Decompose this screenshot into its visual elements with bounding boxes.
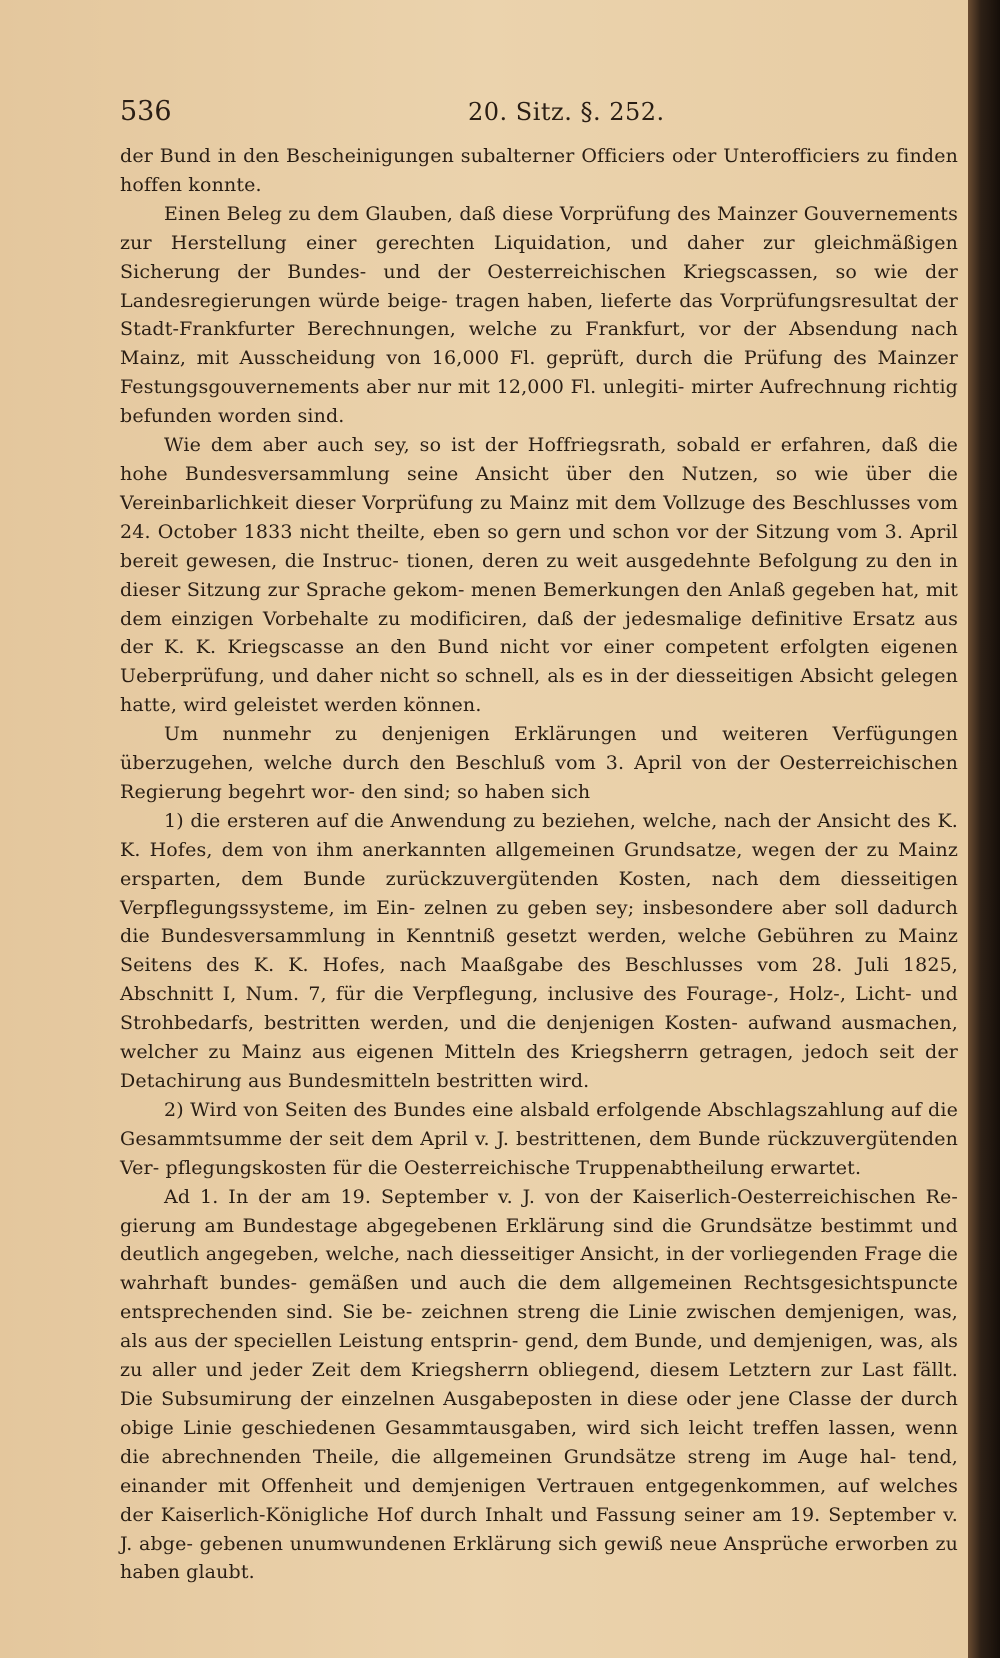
paragraph-6: 2) Wird von Seiten des Bundes eine alsbald erfolgende Abschlagszahlung auf die Gesammtsumme der seit dem April v. J. bestrittenen, dem Bunde rückzuvergütenden Ver- pflegungskosten für die Oesterreichische Truppenabtheilung erwartet. xyxy=(120,1098,958,1179)
paragraph-2: Einen Beleg zu dem Glauben, daß diese Vorprüfung des Mainzer Gouvernements zur Herstellung einer gerechten Liquidation, und daher zur gleichmäßigen Sicherung der Bundes- und der Oesterreichischen Kriegscassen, so wie der Landesregierungen würde beige- tragen haben, lieferte das Vorprüfungsresultat der Stadt-Frankfurter Berechnungen, welche zu Frankfurt, vor der Absendung nach Mainz, mit Ausscheidung von 16,000 Fl. geprüft, durch die Prüfung des Mainzer Festungsgouvernements aber nur mit 12,000 Fl. unlegiti- mirter Aufrechnung richtig befunden worden sind. xyxy=(120,202,958,428)
paragraph-3: Wie dem aber auch sey, so ist der Hoffriegsrath, sobald er erfahren, daß die hohe Bundesversammlung seine Ansicht über den Nutzen, so wie über die Vereinbarlichkeit dieser Vorprüfung zu Mainz mit dem Vollzuge des Beschlusses vom 24. October 1833 nicht theilte, eben so gern und schon vor der Sitzung vom 3. April bereit gewesen, die Instruc- tionen, deren zu weit ausgedehnte Befolgung zu den in dieser Sitzung zur Sprache gekom- menen Bemerkungen den Anlaß gegeben hat, mit dem einzigen Vorbehalte zu modificiren, daß der jedesmalige definitive Ersatz aus der K. K. Kriegscasse an den Bund nicht vor einer competent erfolgten eigenen Ueberprüfung, und daher nicht so schnell, als es in der diesseitigen Absicht gelegen hatte, wird geleistet werden können. xyxy=(120,434,958,717)
body-text xyxy=(120,142,958,1587)
paragraph-5: 1) die ersteren auf die Anwendung zu beziehen, welche, nach der Ansicht des K. K. Hofes, dem von ihm anerkannten allgemeinen Grundsatze, wegen der zu Mainz ersparten, dem Bunde zurückzuvergütenden Kosten, nach dem diesseitigen Verpflegungssysteme, im Ein- zelnen zu geben sey; insbesondere aber soll dadurch die Bundesversammlung in Kenntniß gesetzt werden, welche Gebühren zu Mainz Seitens des K. K. Hofes, nach Maaßgabe des Beschlusses vom 28. Juli 1825, Abschnitt I, Num. 7, für die Verpflegung, inclusive des Fourage-, Holz-, Licht- und Strohbedarfs, bestritten werden, und die denjenigen Kosten- aufwand ausmachen, welcher zu Mainz aus eigenen Mitteln des Kriegsherrn getragen, jedoch seit der Detachirung aus Bundesmitteln bestritten wird. xyxy=(120,809,958,1092)
paragraph-1: der Bund in den Bescheinigungen subalterner Officiers oder Unterofficiers zu finden hoffen konnte. xyxy=(120,145,958,196)
page-edge-shadow xyxy=(968,0,1000,1658)
paragraph-7: Ad 1. In der am 19. September v. J. von der Kaiserlich-Oesterreichischen Re- gierung am Bundestage abgegebenen Erklärung sind die Grundsätze bestimmt und deutlich angegeben, welche, nach diesseitiger Ansicht, in der vorliegenden Frage die wahrhaft bundes- gemäßen und auch die dem allgemeinen Rechtsgesichtspuncte entsprechenden sind. Sie be- zeichnen streng die Linie zwischen demjenigen, was, als aus der speciellen Leistung entsprin- gend, dem Bunde, und demjenigen, was, als zu aller und jeder Zeit dem Kriegsherrn obliegend, diesem Letztern zur Last fällt. Die Subsumirung der einzelnen Ausgabeposten in diese oder jene Classe der durch obige Linie geschiedenen Gesammtausgaben, wird sich leicht treffen lassen, wenn die abrechnenden Theile, die allgemeinen Grundsätze streng im Auge hal- tend, einander mit Offenheit und demjenigen Vertrauen entgegenkommen, auf welches der Kaiserlich-Königliche Hof durch Inhalt und Fassung seiner am 19. September v. J. abge- gebenen unumwundenen Erklärung sich gewiß neue Ansprüche erworben zu haben glaubt. xyxy=(120,1185,958,1584)
paragraph-4: Um nunmehr zu denjenigen Erklärungen und weiteren Verfügungen überzugehen, welche durch den Beschluß vom 3. April von der Oesterreichischen Regierung begehrt wor- den sind; so haben sich xyxy=(120,723,958,803)
page-header xyxy=(120,96,960,136)
page-number: 536 xyxy=(120,96,172,127)
running-head: 20. Sitz. §. 252. xyxy=(468,98,665,126)
